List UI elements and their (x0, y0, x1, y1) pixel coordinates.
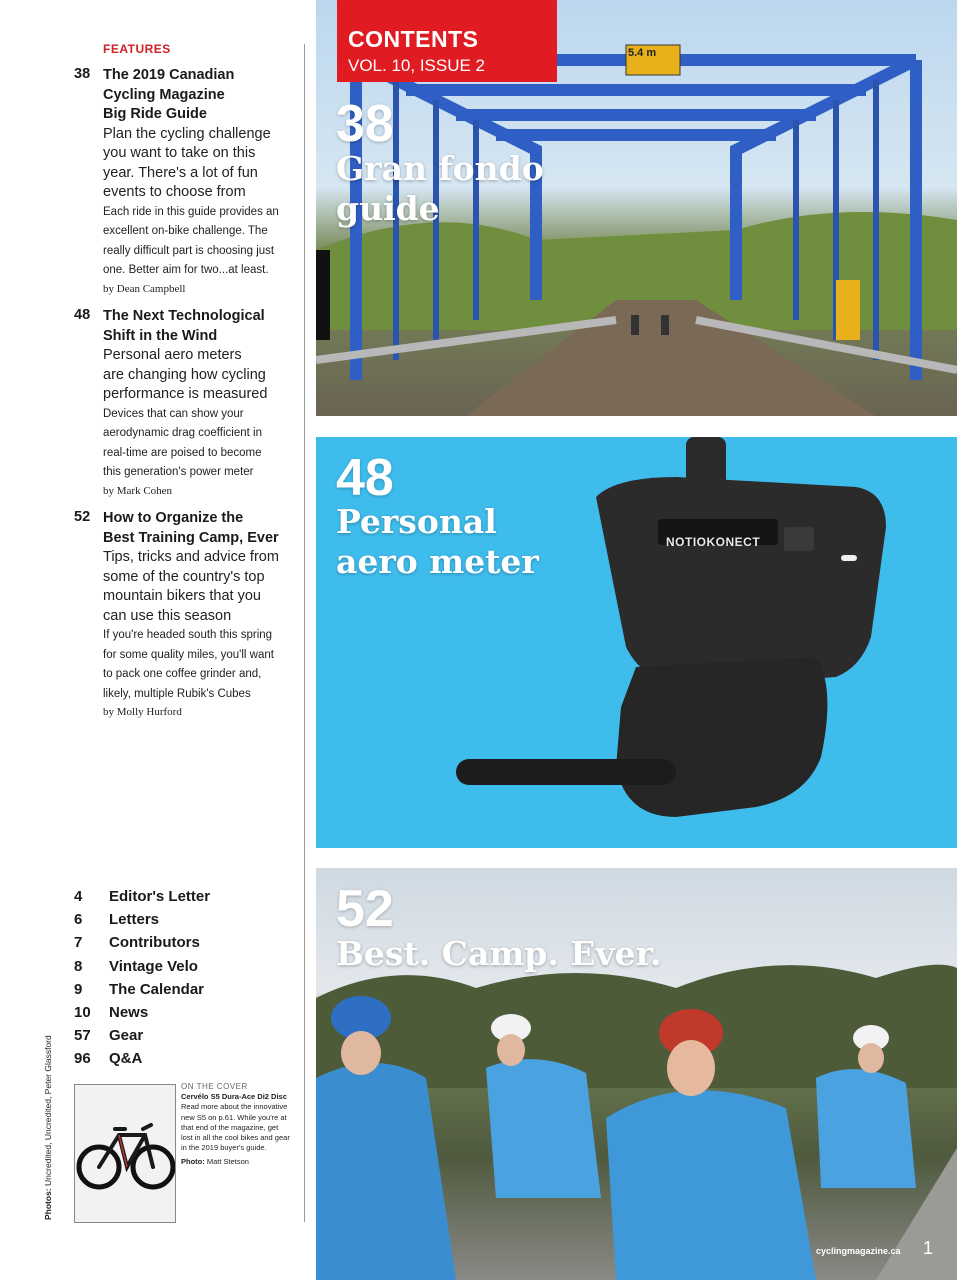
cover-text-line: that end of the magazine, get (181, 1122, 279, 1132)
feature-dek-line: performance is measured (103, 386, 268, 402)
feature-title-line: The Next Technological (103, 308, 265, 324)
contents-sidebar (0, 0, 306, 1280)
features-heading: FEATURES (103, 42, 171, 56)
photo-credits-names: Uncredited, Uncredited, Peter Glassford (43, 1035, 53, 1186)
cover-photo-credit: Matt Stetson (206, 1157, 249, 1167)
feature-dek-line: are changing how cycling (103, 366, 266, 383)
footer-url[interactable]: cyclingmagazine.ca (816, 1246, 901, 1256)
departments-list (74, 885, 294, 1071)
department-item[interactable] (74, 908, 294, 931)
department-item[interactable] (74, 1024, 294, 1047)
feature-byline: by Dean Campbell (103, 282, 186, 295)
cover-bike-name: Cervélo S5 Dura-Ace Di2 Disc (181, 1092, 287, 1102)
cover-text-line: in the 2019 buyer's guide. (181, 1143, 267, 1153)
cover-text-line: lost in all the cool bikes and gear (181, 1133, 290, 1143)
feature-desc-line: this generation's power meter (103, 466, 254, 478)
feature-item[interactable] (74, 66, 296, 298)
department-page-number: 8 (74, 957, 83, 975)
department-label: Contributors (109, 934, 200, 952)
department-item[interactable] (74, 1047, 294, 1070)
panel-title-line: Best. Camp. Ever. (336, 934, 662, 973)
department-label: Gear (109, 1027, 144, 1045)
panel-aero-meter-photo[interactable] (316, 437, 957, 848)
feature-byline: by Mark Cohen (103, 484, 173, 497)
cover-label: ON THE COVER (181, 1082, 248, 1091)
department-label: Letters (109, 911, 160, 929)
feature-desc-line: Devices that can show your (103, 407, 244, 420)
feature-dek-line: Plan the cycling challenge (103, 125, 271, 142)
feature-desc-line: excellent on-bike challenge. The (103, 225, 268, 237)
feature-byline: by Molly Hurford (103, 706, 182, 718)
cover-text-line: new S5 on p.61. While you're at (181, 1112, 287, 1122)
department-label: The Calendar (109, 980, 205, 998)
feature-title-line: Shift in the Wind (103, 327, 218, 344)
feature-page-number: 52 (74, 509, 91, 525)
panel-title-line: Personal (336, 502, 497, 541)
feature-title-line: Cycling Magazine (103, 86, 225, 103)
department-label: Editor's Letter (109, 888, 211, 905)
feature-dek-line: Tips, tricks and advice from (103, 549, 279, 565)
department-page-number: 7 (74, 934, 83, 952)
feature-title-line: The 2019 Canadian (103, 67, 235, 83)
department-item[interactable] (74, 955, 294, 978)
department-label: Vintage Velo (109, 957, 198, 975)
panel-page-number: 38 (336, 95, 394, 153)
feature-desc-line: Each ride in this guide provides an (103, 205, 279, 218)
device-brand-label: NOTIOKONECT (666, 535, 761, 549)
feature-dek-line: can use this season (103, 607, 232, 624)
department-item[interactable] (74, 885, 294, 908)
department-label: News (109, 1003, 149, 1021)
panel-training-camp-photo[interactable] (316, 868, 957, 1280)
feature-dek-line: some of the country's top (103, 568, 265, 585)
photo-credits (43, 1035, 53, 1220)
photo-credits-label: Photos: (43, 1188, 53, 1220)
cover-text-line: Read more about the innovative (181, 1102, 288, 1112)
department-item[interactable] (74, 978, 294, 1001)
feature-desc-line: likely, multiple Rubik's Cubes (103, 687, 251, 700)
contents-title: CONTENTS (348, 26, 479, 52)
feature-desc-line: aerodynamic drag coefficient in (103, 427, 262, 439)
cover-bike-image (74, 1084, 176, 1223)
feature-desc-line: one. Better aim for two...at least. (103, 264, 269, 276)
feature-dek-line: Personal aero meters (103, 347, 242, 363)
feature-desc-line: to pack one coffee grinder and, (103, 668, 262, 680)
page-number: 1 (923, 1238, 934, 1258)
department-item[interactable] (74, 1001, 294, 1024)
department-page-number: 9 (74, 980, 83, 998)
department-page-number: 4 (74, 888, 83, 905)
clearance-sign-text: 5.4 m (628, 47, 657, 59)
issue-number: VOL. 10, ISSUE 2 (348, 56, 486, 75)
feature-title-line: How to Organize the (103, 510, 244, 526)
cover-caption (181, 1082, 296, 1168)
department-label: Q&A (109, 1050, 143, 1068)
cover-photo-label: Photo: (181, 1157, 205, 1167)
department-page-number: 6 (74, 911, 83, 929)
panel-title-line: guide (336, 189, 440, 228)
panel-page-number: 52 (336, 880, 394, 938)
feature-dek-line: year. There's a lot of fun (103, 164, 258, 181)
feature-item[interactable] (74, 307, 296, 500)
panel-title-line: aero meter (336, 542, 539, 581)
department-page-number: 96 (74, 1050, 91, 1068)
feature-desc-line: for some quality miles, you'll want (103, 648, 274, 661)
feature-title-line: Big Ride Guide (103, 106, 207, 122)
panel-page-number: 48 (336, 449, 394, 507)
feature-title-line: Best Training Camp, Ever (103, 529, 279, 546)
feature-desc-line: really difficult part is choosing just (103, 244, 275, 257)
feature-dek-line: mountain bikers that you (103, 588, 261, 604)
department-page-number: 57 (74, 1027, 91, 1045)
column-divider (304, 44, 305, 1222)
feature-desc-line: If you're headed south this spring (103, 629, 273, 641)
panel-title-line: Gran fondo (336, 149, 544, 188)
feature-dek-line: you want to take on this (103, 145, 256, 161)
feature-page-number: 38 (74, 66, 91, 82)
feature-desc-line: real-time are poised to become (103, 446, 262, 459)
department-item[interactable] (74, 931, 294, 954)
feature-item[interactable] (74, 509, 296, 721)
feature-dek-line: events to choose from (103, 184, 246, 200)
department-page-number: 10 (74, 1003, 91, 1021)
feature-page-number: 48 (74, 307, 91, 323)
